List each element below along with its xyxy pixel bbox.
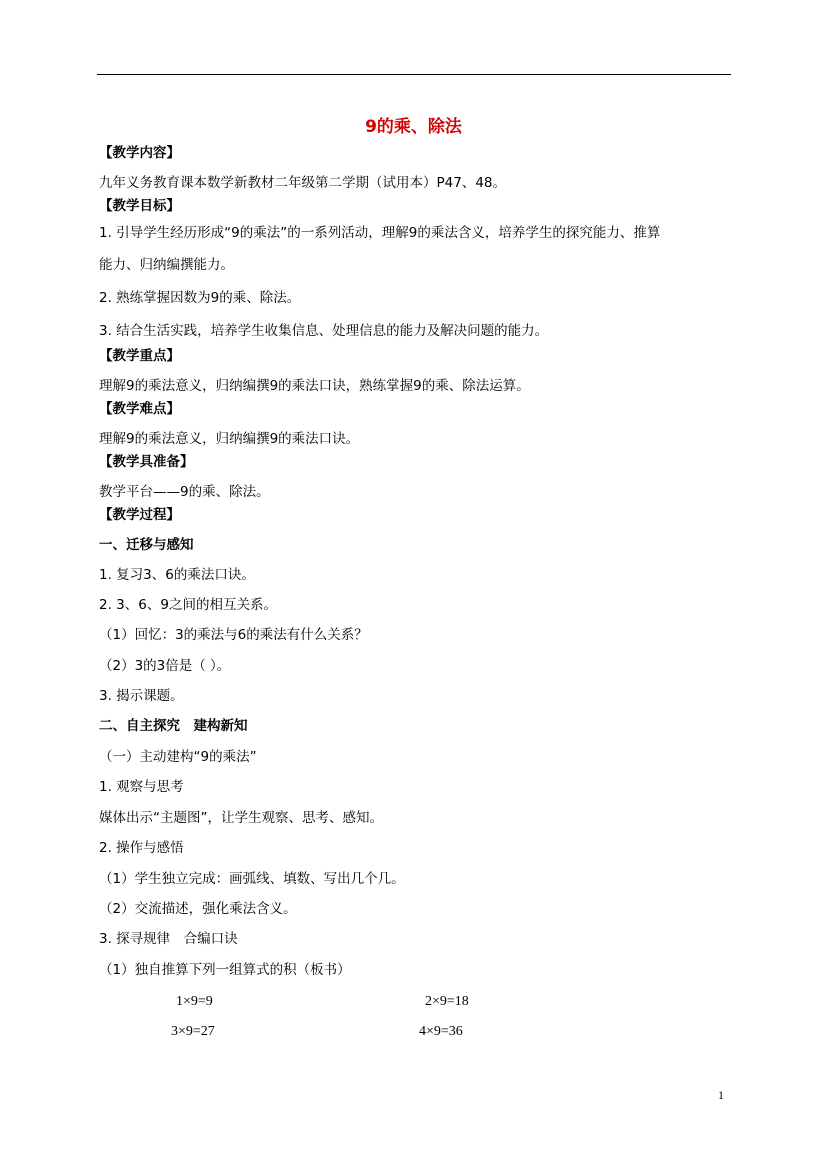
key-text: 理解9的乘法意义，归纳编撰9的乘法口诀，熟练掌握9的乘、除法运算。	[99, 378, 530, 394]
difficult-text: 理解9的乘法意义，归纳编撰9的乘法口诀。	[99, 431, 360, 447]
part-2-item-2b: （2）交流描述，强化乘法含义。	[99, 901, 297, 917]
goal-1-line-2: 能力、归纳编撰能力。	[99, 257, 234, 273]
prep-heading: 【教学具准备】	[99, 454, 194, 470]
prep-text: 教学平台——9的乘、除法。	[99, 484, 270, 500]
part-2-item-2: 2. 操作与感悟	[99, 840, 184, 856]
key-heading: 【教学重点】	[99, 348, 180, 364]
content-heading: 【教学内容】	[99, 145, 180, 161]
part-1-item-1: 1. 复习3、6的乘法口诀。	[99, 567, 255, 583]
part-2-subheading: （一）主动建构“9的乘法”	[99, 749, 257, 765]
part-2-item-1: 1. 观察与思考	[99, 779, 184, 795]
part-2-item-2a: （1）学生独立完成：画弧线、填数、写出几个几。	[99, 871, 405, 887]
document-title: 9的乘、除法	[365, 117, 462, 137]
content-text: 九年义务教育课本数学新教材二年级第二学期（试用本）P47、48。	[99, 175, 506, 191]
goal-1-line-1: 1. 引导学生经历形成“9的乘法”的一系列活动，理解9的乘法含义，培养学生的探究能力、推算	[99, 225, 661, 241]
formula-4: 4×9=36	[419, 1024, 463, 1039]
page-number: 1	[718, 1088, 724, 1102]
part-1-item-2: 2. 3、6、9之间的相互关系。	[99, 597, 277, 613]
part-1-heading: 一、迁移与感知	[99, 537, 194, 553]
part-2-item-1a: 媒体出示“主题图”，让学生观察、思考、感知。	[99, 810, 383, 826]
part-1-item-2a: （1）回忆：3的乘法与6的乘法有什么关系？	[99, 627, 368, 643]
part-1-item-2b: （2）3的3倍是（ ）。	[99, 658, 231, 674]
formula-3: 3×9=27	[171, 1024, 215, 1039]
part-1-item-3: 3. 揭示课题。	[99, 688, 184, 704]
part-2-heading: 二、自主探究 建构新知	[99, 718, 248, 734]
difficult-heading: 【教学难点】	[99, 401, 180, 417]
goal-2: 2. 熟练掌握因数为9的乘、除法。	[99, 290, 301, 306]
part-2-item-3: 3. 探寻规律 合编口诀	[99, 931, 238, 947]
header-rule	[97, 74, 731, 75]
part-2-item-3a: （1）独自推算下列一组算式的积（板书）	[99, 962, 351, 978]
formula-2: 2×9=18	[425, 994, 469, 1009]
goals-heading: 【教学目标】	[99, 198, 180, 214]
goal-3: 3. 结合生活实践，培养学生收集信息、处理信息的能力及解决问题的能力。	[99, 323, 549, 339]
formula-1: 1×9=9	[176, 994, 213, 1009]
process-heading: 【教学过程】	[99, 507, 180, 523]
